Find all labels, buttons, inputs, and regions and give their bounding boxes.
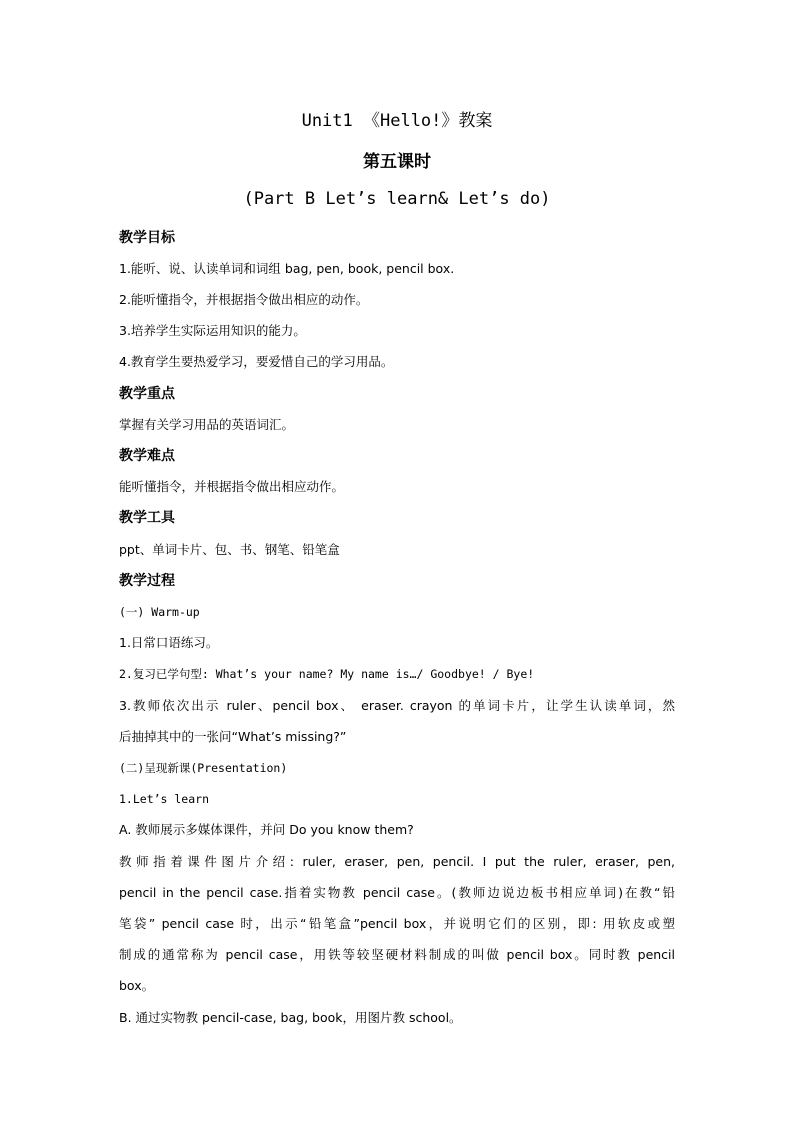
difficulty-heading: 教学难点	[119, 448, 175, 464]
lesson-number: 第五课时	[363, 152, 431, 172]
tools-heading: 教学工具	[119, 510, 175, 526]
process-step: 1.日常口语练习。	[119, 635, 219, 650]
paragraph-line: 制成的通常称为 pencil case，用铁等较坚硬材料制成的叫做 pencil box。同时教 pencil	[119, 947, 675, 962]
objectives-heading: 教学目标	[119, 230, 175, 246]
warmup-heading: (一) Warm-up	[119, 605, 200, 619]
objective-item: 3.培养学生实际运用知识的能力。	[119, 323, 306, 338]
process-step: B. 通过实物教 pencil-case, bag, book，用图片教 school。	[119, 1010, 462, 1025]
difficulty-text: 能听懂指令，并根据指令做出相应动作。	[119, 479, 345, 494]
process-step: A. 教师展示多媒体课件，并问 Do you know them?	[119, 822, 414, 837]
objective-item: 4.教育学生要热爱学习，要爱惜自己的学习用品。	[119, 354, 394, 369]
key-points-text: 掌握有关学习用品的英语词汇。	[119, 417, 295, 432]
process-step: 1.Let’s learn	[119, 792, 210, 806]
process-step-continued: 后抽掉其中的一张问“What’s missing?”	[119, 729, 347, 744]
process-step: 3.教师依次出示 ruler、pencil box、 eraser. crayon 的单词卡片，让学生认读单词，然	[119, 698, 675, 713]
paragraph-line: box。	[119, 978, 155, 993]
key-points-heading: 教学重点	[119, 386, 175, 402]
tools-text: ppt、单词卡片、包、书、钢笔、铅笔盒	[119, 542, 340, 557]
objective-item: 2.能听懂指令，并根据指令做出相应的动作。	[119, 292, 369, 307]
presentation-heading: (二)呈现新课(Presentation)	[119, 761, 288, 775]
paragraph-line: 教师指着课件图片介绍: ruler, eraser, pen, pencil. I put the ruler, eraser, pen,	[119, 854, 675, 869]
process-step: 2.复习已学句型: What’s your name? My name is…/ Goodbye! / Bye!	[119, 667, 535, 681]
document-title: Unit1 《Hello!》教案	[301, 111, 493, 131]
process-heading: 教学过程	[119, 573, 175, 589]
objective-item: 1.能听、说、认读单词和词组 bag, pen, book, pencil box.	[119, 261, 455, 276]
lesson-part: (Part B Let’s learn& Let’s do)	[243, 189, 551, 209]
paragraph-line: pencil in the pencil case.指着实物教 pencil case。(教师边说边板书相应单词)在教“铅	[119, 885, 675, 900]
paragraph-line: 笔袋” pencil case 时，出示“铅笔盒”pencil box，并说明它们的区别，即: 用软皮或塑	[119, 916, 675, 931]
